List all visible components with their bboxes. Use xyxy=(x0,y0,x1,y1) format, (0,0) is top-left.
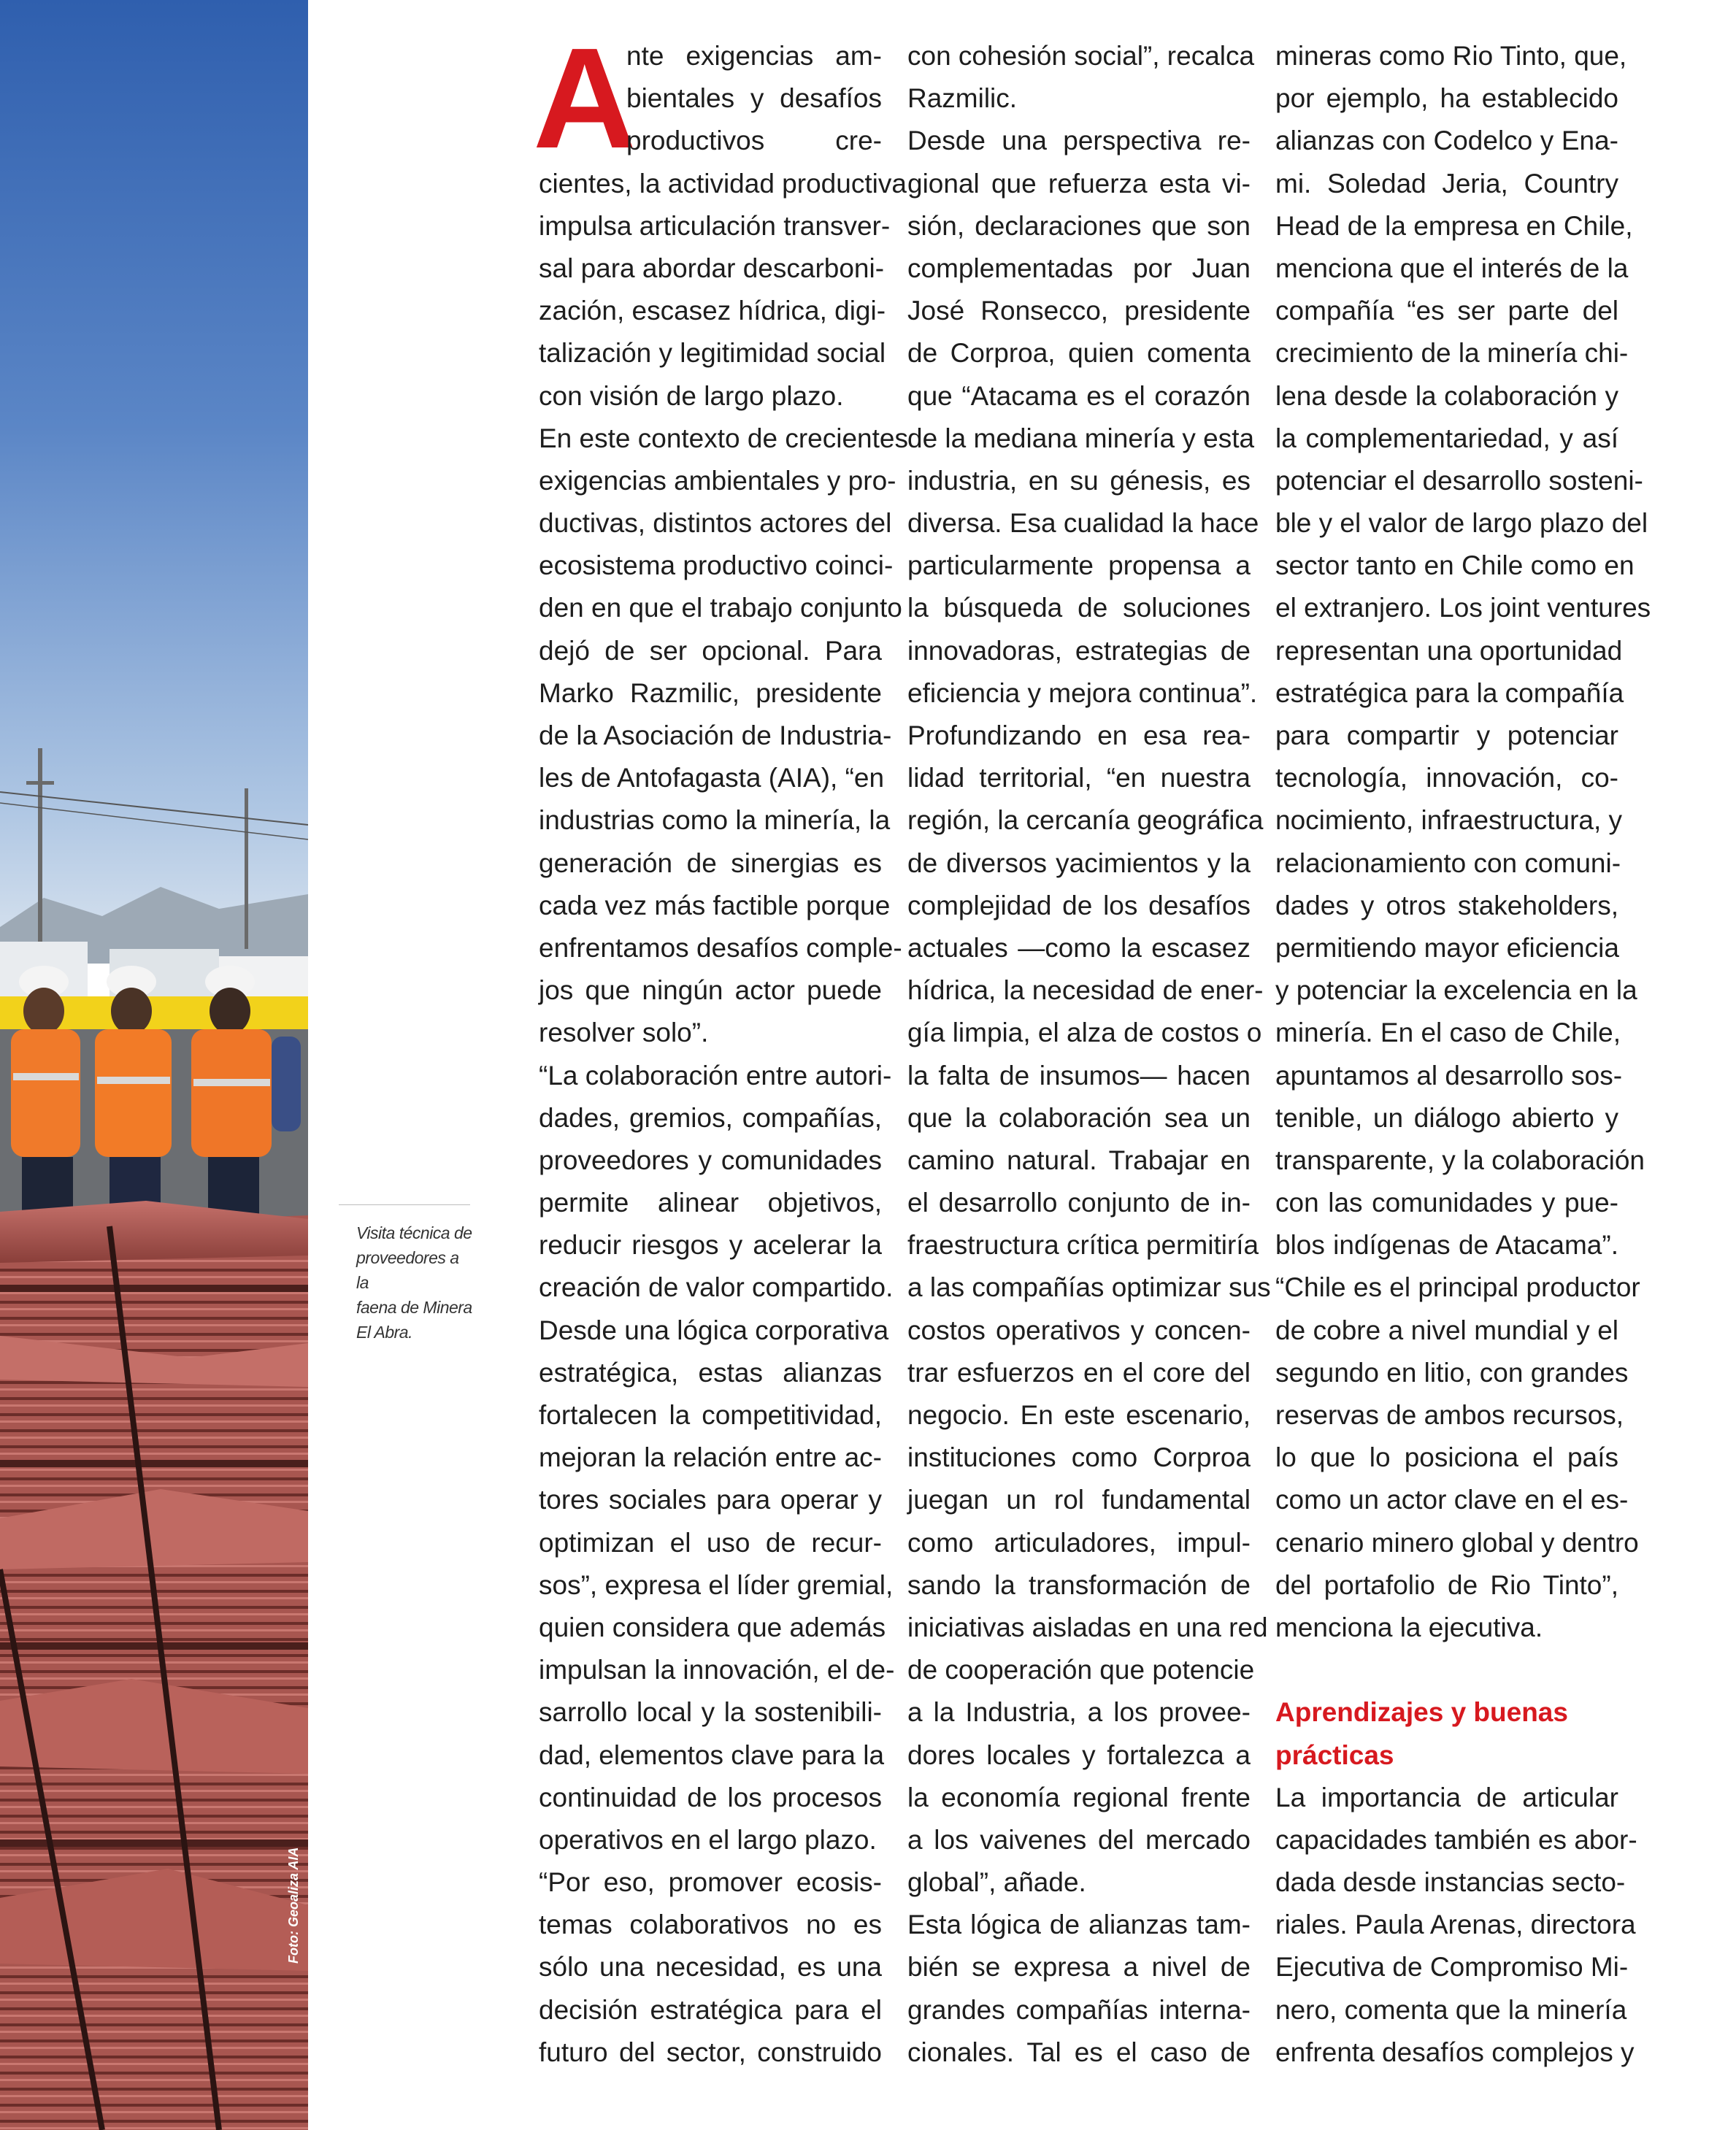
text-line: cenario minero global y dentro xyxy=(1275,1527,1639,1558)
text-line: de diversos yacimientos y la xyxy=(907,847,1251,878)
text-line: “Chile es el principal productor xyxy=(1275,1272,1640,1303)
article-column-2 xyxy=(907,35,1271,2074)
text-line: creación de valor compartido. xyxy=(539,1272,894,1303)
text-line: nero, comenta que la minería xyxy=(1275,1994,1627,2025)
text-line: Head de la empresa en Chile, xyxy=(1275,210,1633,241)
text-line: sión, declaraciones que son xyxy=(907,210,1251,241)
text-line: Desde una lógica corporativa xyxy=(539,1315,889,1345)
text-line: complementadas por Juan xyxy=(907,253,1251,283)
text-line: la economía regional frente xyxy=(907,1782,1251,1812)
text-line: el extranjero. Los joint ventures xyxy=(1275,593,1651,623)
text-line: del portafolio de Rio Tinto”, xyxy=(1275,1569,1618,1600)
text-line: para compartir y potenciar xyxy=(1275,720,1618,750)
text-line: innovadoras, estrategias de xyxy=(907,635,1251,666)
text-line: complejidad de los desafíos xyxy=(907,890,1251,920)
text-line: a los vaivenes del mercado xyxy=(907,1824,1251,1855)
text-line: actuales —como la escasez xyxy=(907,932,1251,963)
text-line: transparente, y la colaboración xyxy=(1275,1145,1645,1175)
text-line: que la colaboración sea un xyxy=(907,1102,1251,1133)
text-line: impulsan la innovación, el de- xyxy=(539,1655,895,1685)
text-line: ductivas, distintos actores del xyxy=(539,508,892,539)
text-line: tenible, un diálogo abierto y xyxy=(1275,1102,1618,1133)
text-line: de la mediana minería y esta xyxy=(907,423,1255,453)
text-line: gional que refuerza esta vi- xyxy=(907,168,1251,199)
text-line: fortalecen la competitividad, xyxy=(539,1400,882,1430)
text-line: mineras como Rio Tinto, que, xyxy=(1275,41,1627,71)
text-line: dores locales y fortalezca a xyxy=(907,1739,1251,1770)
text-line: sando la transformación de xyxy=(907,1569,1251,1600)
text-line: costos operativos y concen- xyxy=(907,1315,1251,1345)
text-line: José Ronsecco, presidente xyxy=(907,296,1251,326)
photo-illustration xyxy=(0,0,308,2130)
text-line: productivos cre- xyxy=(626,126,882,156)
text-line: cionales. Tal es el caso de xyxy=(907,2037,1251,2067)
text-line: representan una oportunidad xyxy=(1275,635,1623,666)
text-line: Esta lógica de alianzas tam- xyxy=(907,1910,1251,1940)
text-line: sal para abordar descarboni- xyxy=(539,253,885,283)
text-line: “Por eso, promover ecosis- xyxy=(539,1867,882,1898)
text-line: continuidad de los procesos xyxy=(539,1782,882,1812)
text-line: sarrollo local y la sostenibili- xyxy=(539,1697,882,1728)
section-heading-line: Aprendizajes y buenas xyxy=(1275,1697,1568,1728)
text-line xyxy=(1275,1649,1618,1691)
text-line: a las compañías optimizar sus xyxy=(907,1272,1271,1303)
text-line: de cooperación que potencie xyxy=(907,1655,1255,1685)
text-line: estratégica para la compañía xyxy=(1275,677,1624,708)
text-line: riales. Paula Arenas, directora xyxy=(1275,1910,1636,1940)
caption-line: faena de Minera xyxy=(356,1298,472,1317)
text-line: apuntamos al desarrollo sos- xyxy=(1275,1060,1623,1091)
text-line: el desarrollo conjunto de in- xyxy=(907,1188,1251,1218)
text-line: la falta de insumos— hacen xyxy=(907,1060,1251,1091)
text-line: sos”, expresa el líder gremial, xyxy=(539,1569,894,1600)
text-line: cientes, la actividad productiva xyxy=(539,168,907,199)
text-line: proveedores y comunidades xyxy=(539,1145,882,1175)
text-line: eficiencia y mejora continua”. xyxy=(907,677,1258,708)
text-line: dades y otros stakeholders, xyxy=(1275,890,1618,920)
text-line: optimizan el uso de recur- xyxy=(539,1527,882,1558)
text-line: mejoran la relación entre ac- xyxy=(539,1442,882,1473)
text-line: global”, añade. xyxy=(907,1867,1086,1898)
text-line: Razmilic. xyxy=(907,83,1018,114)
text-line: les de Antofagasta (AIA), “en xyxy=(539,763,885,793)
text-line: alianzas con Codelco y Ena- xyxy=(1275,126,1618,156)
text-line: En este contexto de crecientes xyxy=(539,423,908,453)
text-line: resolver solo”. xyxy=(539,1018,709,1048)
text-line: lena desde la colaboración y xyxy=(1275,380,1618,411)
text-line: particularmente propensa a xyxy=(907,550,1251,581)
text-line: y potenciar la excelencia en la xyxy=(1275,975,1637,1006)
article-column-1 xyxy=(539,35,908,2074)
caption-line: proveedores a la xyxy=(356,1248,459,1292)
photo-caption xyxy=(356,1220,473,1345)
text-line: negocio. En este escenario, xyxy=(907,1400,1251,1430)
text-line: industria, en su génesis, es xyxy=(907,465,1251,496)
text-line: enfrenta desafíos complejos y xyxy=(1275,2037,1635,2067)
text-line: potenciar el desarrollo sosteni- xyxy=(1275,465,1643,496)
text-line: impulsa articulación transver- xyxy=(539,210,891,241)
text-line: de la Asociación de Industria- xyxy=(539,720,892,750)
text-line: menciona que el interés de la xyxy=(1275,253,1629,283)
text-line: sector tanto en Chile como en xyxy=(1275,550,1635,581)
text-line: temas colaborativos no es xyxy=(539,1910,882,1940)
text-line: hídrica, la necesidad de ener- xyxy=(907,975,1264,1006)
text-line: la complementariedad, y así xyxy=(1275,423,1618,453)
text-line: Profundizando en esa rea- xyxy=(907,720,1251,750)
text-line: capacidades también es abor- xyxy=(1275,1824,1637,1855)
text-line: como un actor clave en el es- xyxy=(1275,1485,1629,1515)
caption-line: El Abra. xyxy=(356,1323,412,1342)
text-line: grandes compañías interna- xyxy=(907,1994,1251,2025)
text-line: quien considera que además xyxy=(539,1612,886,1642)
text-line: crecimiento de la minería chi- xyxy=(1275,338,1629,369)
text-line: con visión de largo plazo. xyxy=(539,380,844,411)
text-line: talización y legitimidad social xyxy=(539,338,886,369)
text-line: jos que ningún actor puede xyxy=(539,975,882,1006)
text-line: estratégica, estas alianzas xyxy=(539,1357,882,1388)
text-line: “La colaboración entre autori- xyxy=(539,1060,892,1091)
text-line: blos indígenas de Atacama”. xyxy=(1275,1230,1618,1261)
text-line: diversa. Esa cualidad la hace xyxy=(907,508,1259,539)
text-line: gía limpia, el alza de costos o xyxy=(907,1018,1262,1048)
text-line: lidad territorial, “en nuestra xyxy=(907,763,1251,793)
text-line: tecnología, innovación, co- xyxy=(1275,763,1618,793)
text-line: lo que lo posiciona el país xyxy=(1275,1442,1618,1473)
text-line: la búsqueda de soluciones xyxy=(907,593,1251,623)
text-line: con las comunidades y pue- xyxy=(1275,1188,1618,1218)
photo-credit: Foto: Geoaliza AIA xyxy=(286,1847,301,1964)
text-line: como articuladores, impul- xyxy=(907,1527,1251,1558)
text-line: industrias como la minería, la xyxy=(539,805,891,836)
text-line: que “Atacama es el corazón xyxy=(907,380,1251,411)
text-line: relacionamiento con comuni- xyxy=(1275,847,1621,878)
text-line: dad, elementos clave para la xyxy=(539,1739,885,1770)
text-line: con cohesión social”, recalca xyxy=(907,41,1255,71)
text-line: nte exigencias am- xyxy=(626,41,882,71)
text-line: enfrentamos desafíos comple- xyxy=(539,932,902,963)
text-line: ble y el valor de largo plazo del xyxy=(1275,508,1648,539)
text-line: den en que el trabajo conjunto xyxy=(539,593,902,623)
article-column-3 xyxy=(1275,35,1651,2074)
text-line: de Corproa, quien comenta xyxy=(907,338,1251,369)
text-line: camino natural. Trabajar en xyxy=(907,1145,1251,1175)
text-line: a la Industria, a los provee- xyxy=(907,1697,1251,1728)
text-line: sólo una necesidad, es una xyxy=(539,1952,882,1983)
text-line: permitiendo mayor eficiencia xyxy=(1275,932,1619,963)
text-line: reservas de ambos recursos, xyxy=(1275,1400,1624,1430)
text-line: Marko Razmilic, presidente xyxy=(539,677,882,708)
caption-divider xyxy=(339,1204,470,1205)
section-heading-line: prácticas xyxy=(1275,1739,1394,1770)
text-line: ecosistema productivo coinci- xyxy=(539,550,894,581)
text-line: Desde una perspectiva re- xyxy=(907,126,1251,156)
text-line: dada desde instancias secto- xyxy=(1275,1867,1626,1898)
text-line: minería. En el caso de Chile, xyxy=(1275,1018,1621,1048)
text-line: Ejecutiva de Compromiso Mi- xyxy=(1275,1952,1629,1983)
text-line: fraestructura crítica permitiría xyxy=(907,1230,1259,1261)
text-line: mi. Soledad Jeria, Country xyxy=(1275,168,1618,199)
text-line: bién se expresa a nivel de xyxy=(907,1952,1251,1983)
text-line: trar esfuerzos en el core del xyxy=(907,1357,1251,1388)
text-line: instituciones como Corproa xyxy=(907,1442,1251,1473)
text-line: compañía “es ser parte del xyxy=(1275,296,1618,326)
text-line: exigencias ambientales y pro- xyxy=(539,465,896,496)
text-line: juegan un rol fundamental xyxy=(907,1485,1251,1515)
text-line: reducir riesgos y acelerar la xyxy=(539,1230,882,1261)
article-photo xyxy=(0,0,308,2130)
text-line: cada vez más factible porque xyxy=(539,890,891,920)
text-line: decisión estratégica para el xyxy=(539,1994,882,2025)
text-line: dejó de ser opcional. Para xyxy=(539,635,882,666)
text-line: La importancia de articular xyxy=(1275,1782,1618,1812)
text-line: zación, escasez hídrica, digi- xyxy=(539,296,886,326)
caption-line: Visita técnica de xyxy=(356,1223,472,1242)
text-line: por ejemplo, ha establecido xyxy=(1275,83,1618,114)
text-line: segundo en litio, con grandes xyxy=(1275,1357,1629,1388)
text-line: generación de sinergias es xyxy=(539,847,882,878)
drop-cap: A xyxy=(533,18,637,178)
text-line: de cobre a nivel mundial y el xyxy=(1275,1315,1618,1345)
text-line: iniciativas aisladas en una red xyxy=(907,1612,1268,1642)
text-line: futuro del sector, construido xyxy=(539,2037,882,2067)
text-line: nocimiento, infraestructura, y xyxy=(1275,805,1623,836)
text-line: región, la cercanía geográfica xyxy=(907,805,1264,836)
text-line: bientales y desafíos xyxy=(626,83,882,114)
text-line: operativos en el largo plazo. xyxy=(539,1824,877,1855)
text-line: permite alinear objetivos, xyxy=(539,1188,882,1218)
text-line: tores sociales para operar y xyxy=(539,1485,882,1515)
text-line: dades, gremios, compañías, xyxy=(539,1102,882,1133)
text-line: menciona la ejecutiva. xyxy=(1275,1612,1543,1642)
